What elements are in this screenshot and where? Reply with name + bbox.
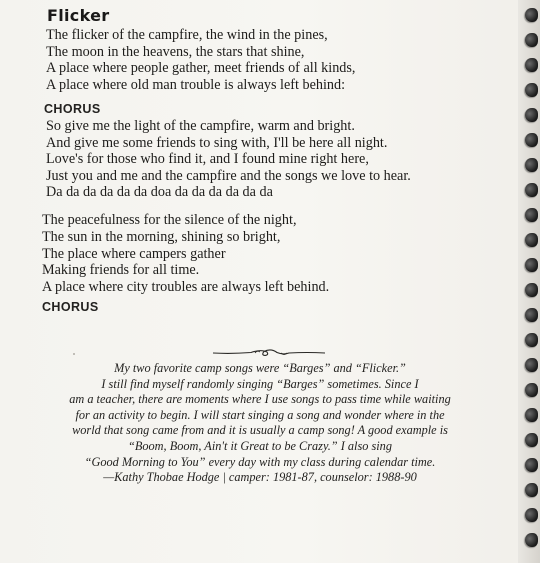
lyric-line: The place where campers gather: [42, 245, 226, 262]
verse-2: [42, 212, 329, 296]
lyric-line: So give me the light of the campfire, warm and bright.: [46, 118, 355, 134]
binding-ring-icon: [525, 283, 538, 297]
testimonial-attribution: —Kathy Thobae Hodge | camper: 1981-87, counselor: 1988-90: [103, 470, 417, 485]
binding-ring-icon: [525, 383, 538, 397]
lyric-line: And give me some friends to sing with, I'll be here all night.: [46, 134, 388, 151]
binding-ring-icon: [525, 108, 538, 122]
binding-ring-icon: [525, 308, 538, 322]
lyric-line: Making friends for all time.: [42, 262, 200, 279]
binding-ring-icon: [525, 258, 538, 272]
spiral-binding: [518, 0, 540, 563]
testimonial-line: am a teacher, there are moments where I use songs to pass time while waiting: [69, 392, 451, 407]
testimonial-line: for an activity to begin. I will start singing a song and wonder where in the: [75, 407, 445, 422]
binding-ring-icon: [525, 358, 538, 372]
lyric-line: Just you and me and the campfire and the songs we love to hear.: [46, 167, 411, 184]
chorus-heading: CHORUS: [44, 102, 101, 116]
ornamental-divider-icon: [211, 346, 327, 360]
binding-ring-icon: [525, 433, 538, 447]
verse-1: [46, 27, 355, 93]
binding-ring-icon: [525, 408, 538, 422]
testimonial-line: I still find myself randomly singing “Barges” sometimes. Since I: [101, 376, 419, 391]
lyric-line: Love's for those who find it, and I found mine right here,: [46, 151, 369, 167]
testimonial-line: “Good Morning to You” every day with my class during calendar time.: [84, 454, 436, 469]
binding-ring-icon: [525, 208, 538, 222]
lyric-line: The peacefulness for the silence of the night,: [42, 212, 297, 228]
binding-ring-icon: [525, 33, 538, 47]
binding-ring-icon: [525, 483, 538, 497]
binding-ring-icon: [525, 508, 538, 522]
binding-ring-icon: [525, 233, 538, 247]
binding-ring-icon: [525, 158, 538, 172]
binding-ring-icon: [525, 458, 538, 472]
lyric-line: The sun in the morning, shining so bright,: [42, 228, 281, 245]
binding-ring-icon: [525, 83, 538, 97]
lyric-line: A place where city troubles are always left behind.: [42, 279, 330, 296]
testimonial-line: My two favorite camp songs were “Barges” and “Flicker.”: [114, 361, 406, 375]
testimonial-line: world that song came from and it is usually a camp song! A good example is: [72, 423, 448, 438]
lyric-line: A place where old man trouble is always left behind:: [46, 76, 346, 93]
song-title: Flicker: [47, 6, 110, 25]
binding-ring-icon: [525, 333, 538, 347]
speck: [73, 353, 75, 355]
lyric-line: The flicker of the campfire, the wind in the pines,: [46, 27, 328, 43]
camper-testimonial: [50, 361, 470, 486]
chorus: [46, 118, 411, 201]
testimonial-line: “Boom, Boom, Ain't it Great to be Crazy.” I also sing: [128, 438, 392, 453]
binding-ring-icon: [525, 183, 538, 197]
lyric-line: The moon in the heavens, the stars that shine,: [46, 43, 305, 60]
chorus-heading-2: CHORUS: [42, 300, 99, 314]
lyric-line: A place where people gather, meet friends of all kinds,: [46, 60, 356, 76]
binding-ring-icon: [525, 8, 538, 22]
binding-ring-icon: [525, 533, 538, 547]
binding-ring-icon: [525, 58, 538, 72]
lyric-line: Da da da da da da doa da da da da da da: [46, 184, 273, 200]
binding-ring-icon: [525, 133, 538, 147]
